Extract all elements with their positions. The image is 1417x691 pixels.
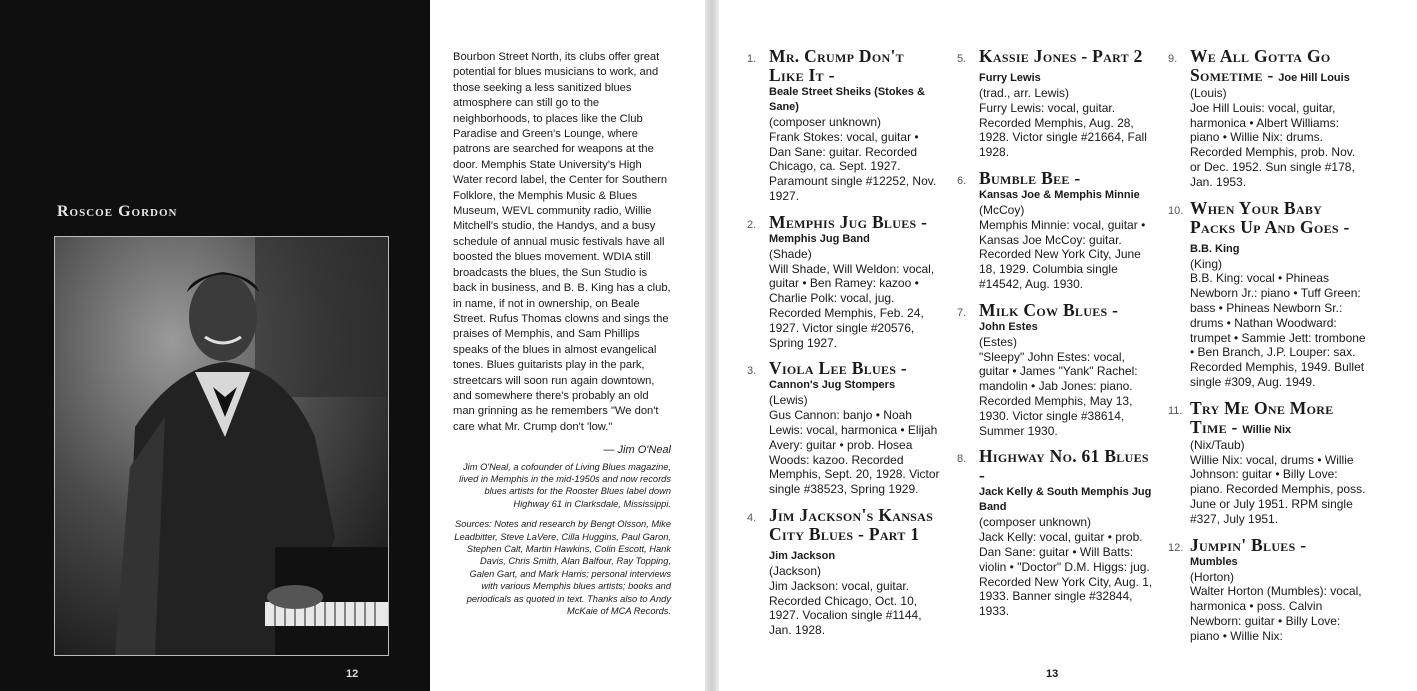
- track-composer: (composer unknown): [979, 515, 1092, 530]
- author-signature: — Jim O'Neal: [603, 444, 671, 457]
- track-details: Willie Nix: vocal, drums • Willie Johnson: guitar • Billy Love: piano. Recorded Memphis, poss. June or July 1951. RPM single #327, July 1951.: [1190, 452, 1366, 526]
- track-number: 7.: [957, 306, 967, 319]
- track-title: Jumpin' Blues -: [1190, 534, 1307, 555]
- track-artist: Jack Kelly & South Memphis Jug Band: [979, 486, 1152, 514]
- track-composer: (King): [1190, 256, 1223, 271]
- track-number: 5.: [957, 53, 967, 65]
- track-artist: Willie Nix: [1242, 423, 1292, 436]
- track-item: [957, 447, 1153, 619]
- track-details: Jack Kelly: vocal, guitar • prob. Dan Sane: guitar • Will Batts: violin • "Doctor" D.M. Higgs: jug. Recorded New York City, Aug. 1, 1933. Banner single #32844, 1933.: [979, 530, 1153, 619]
- track-number: 11.: [1168, 404, 1183, 417]
- track-item: [1168, 536, 1368, 644]
- track-item: [747, 47, 943, 204]
- left-page: [0, 0, 430, 691]
- track-composer: (trad., arr. Lewis): [979, 86, 1070, 100]
- track-artist: B.B. King: [1190, 242, 1240, 255]
- book-spine: [705, 0, 719, 691]
- track-artist: John Estes: [979, 320, 1038, 333]
- track-composer: (composer unknown): [769, 115, 882, 129]
- track-number: 8.: [957, 453, 967, 466]
- track-item: [957, 301, 1153, 439]
- track-title: Bumble Bee -: [979, 167, 1081, 188]
- essay-text: Bourbon Street North, its clubs offer great potential for blues musicians to work, and those seeking a less sanitized blues atmosphere can still go to the neighborhoods, to places like the Club Paradise and Green's Lounge, where patrons are searched for weapons at the door. Memphis State University's High Water record label, the Center for Southern Folklore, the Memphis Music & Blues Museum, WEVL community radio, Willie Mitchell's studio, the Handys, and a busy schedule of annual music festivals have all boosted the blues movement. WDIA still broadcasts the blues, the Sun Studio is back in business, and B. B. King has a club, in name, if not in ownership, on Beale Street. Rufus Thomas clowns and sings the praises of Memphis, and Sam Phillips speaks of the blues in almost evangelical tones. Blues guitarists play in the park, streetcars will soon run again downtown, and somewhere there's probably an old man grinning as he remembers "We don't care what Mr. Crump don't 'low.": [453, 51, 671, 433]
- track-artist: Kansas Joe & Memphis Minnie: [979, 188, 1140, 201]
- track-composer: (Estes): [979, 334, 1018, 349]
- track-details: Memphis Minnie: vocal, guitar • Kansas Joe McCoy: guitar. Recorded New York City, June 18, 1929. Columbia single #14542, Aug. 1930.: [979, 217, 1146, 291]
- track-details: Jim Jackson: vocal, guitar. Recorded Chicago, Oct. 10, 1927. Vocalion single #1144, Jan. 1928.: [769, 578, 922, 638]
- page-number: 13: [1046, 668, 1059, 680]
- page-number: 12: [346, 668, 359, 680]
- track-item: [747, 359, 943, 497]
- track-composer: (Lewis): [769, 393, 808, 408]
- track-artist: Joe Hill Louis: [1278, 72, 1350, 84]
- track-artist: Cannon's Jug Stompers: [769, 379, 896, 392]
- photo-title: Roscoe Gordon: [57, 203, 178, 220]
- track-number: 3.: [747, 365, 757, 378]
- track-composer: (Louis): [1190, 86, 1227, 100]
- track-composer: (McCoy): [979, 202, 1025, 217]
- track-column-3: [1168, 47, 1368, 653]
- track-number: 6.: [957, 174, 967, 187]
- track-details: Furry Lewis: vocal, guitar. Recorded Memphis, Aug. 28, 1928. Victor single #21664, Fall 1928.: [979, 100, 1147, 160]
- track-composer: (Horton): [1190, 569, 1235, 584]
- track-artist: Mumbles: [1190, 555, 1238, 568]
- track-item: [1168, 47, 1368, 190]
- track-composer: (Jackson): [769, 563, 822, 578]
- track-item: [1168, 199, 1368, 390]
- track-number: 2.: [747, 218, 757, 231]
- track-details: Will Shade, Will Weldon: vocal, guitar • Ben Ramey: kazoo • Charlie Polk: vocal, jug. Recorded Memphis, Feb. 24, 1927. Victor single #20576, Spring 1927.: [769, 261, 935, 350]
- track-item: [1168, 399, 1368, 527]
- track-title: Try Me One More Time -: [1190, 397, 1334, 437]
- track-column-1: [747, 47, 943, 647]
- track-title: Highway No. 61 Blues -: [979, 446, 1149, 486]
- track-number: 10.: [1168, 204, 1184, 217]
- track-number: 12.: [1168, 541, 1184, 554]
- track-title: Milk Cow Blues -: [979, 299, 1119, 320]
- track-item: [957, 47, 1153, 160]
- track-title: Memphis Jug Blues -: [769, 211, 928, 232]
- track-artist: Jim Jackson: [769, 549, 836, 562]
- track-title: When Your Baby Packs Up And Goes -: [1190, 197, 1350, 237]
- track-column-2: [957, 47, 1153, 628]
- track-title: We All Gotta Go Sometime -: [1190, 46, 1331, 85]
- track-details: Gus Cannon: banjo • Noah Lewis: vocal, harmonica • Elijah Avery: guitar • prob. Hosea Woods: kazoo. Recorded Memphis, Sept. 20, 1928. Victor single #38523, Spring 1929.: [769, 408, 940, 497]
- track-details: Frank Stokes: vocal, guitar • Dan Sane: guitar. Recorded Chicago, ca. Sept. 1927. Paramount single #12252, Nov. 1927.: [769, 129, 937, 203]
- track-artist: Beale Street Sheiks (Stokes & Sane): [769, 86, 925, 113]
- track-number: 4.: [747, 511, 757, 524]
- track-details: "Sleepy" John Estes: vocal, guitar • James "Yank" Rachel: mandolin • Jab Jones: piano. Recorded Memphis, May 13, 1930. Victor single #38614, Summer 1930.: [979, 349, 1138, 438]
- track-title: Jim Jackson's Kansas City Blues - Part 1: [769, 504, 934, 544]
- track-artist: Memphis Jug Band: [769, 232, 870, 245]
- track-details: B.B. King: vocal • Phineas Newborn Jr.: piano • Tuff Green: bass • Phineas Newborn Sr.: drums • Nathan Woodward: trumpet • Sammie Jett: trombone • Ben Branch, J.P. Louper: sax. Recorded Memphis, 1949. Bullet single #309, Aug. 1949.: [1190, 271, 1366, 389]
- track-artist: Furry Lewis: [979, 72, 1041, 84]
- track-details: Joe Hill Louis: vocal, guitar, harmonica • Albert Williams: piano • Willie Nix: drums. Recorded Memphis, prob. Nov. or Dec. 1952. Sun single #178, Jan. 1953.: [1190, 100, 1356, 189]
- roscoe-gordon-photo: [54, 236, 389, 656]
- track-title: Kassie Jones - Part 2: [979, 46, 1143, 66]
- track-item: [747, 506, 943, 638]
- track-composer: (Nix/Taub): [1190, 437, 1245, 452]
- track-number: 1.: [747, 53, 757, 65]
- track-item: [957, 169, 1153, 292]
- track-number: 9.: [1168, 53, 1178, 65]
- essay-column: [453, 50, 671, 617]
- track-title: Mr. Crump Don't Like It -: [769, 46, 904, 85]
- track-item: [747, 213, 943, 351]
- author-bio: Jim O'Neal, a cofounder of Living Blues magazine, lived in Memphis in the mid-1950s and now records blues artists for the Rooster Blues label down Highway 61 in Clarksdale, Mississippi.: [459, 461, 671, 509]
- track-composer: (Shade): [769, 246, 812, 261]
- track-details: Walter Horton (Mumbles): vocal, harmonica • poss. Calvin Newborn: guitar • Billy Love: piano • Willie Nix:: [1190, 584, 1362, 643]
- track-title: Viola Lee Blues -: [769, 358, 908, 379]
- sources-note: Sources: Notes and research by Bengt Olsson, Mike Leadbitter, Steve LaVere, Cilla Huggins, Paul Garon, Stephen Calt, Martin Hawkins, Colin Escott, Hank Davis, Chris Smith, Alan Balfour, Ray Topping, Galen Gart, and Mark Harris; personal interviews with various Memphis blues artists; books and periodicals as quoted in text. Thanks also to Andy McKaie of MCA Records.: [454, 519, 671, 617]
